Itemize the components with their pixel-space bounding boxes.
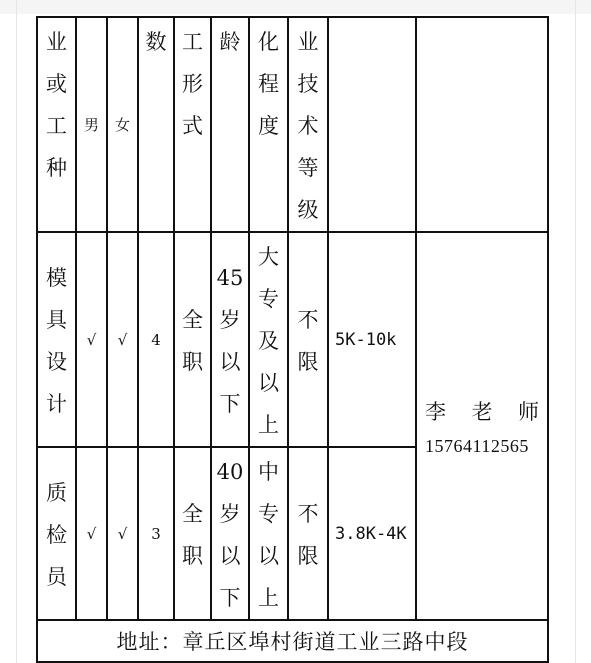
header-count: [138, 17, 174, 232]
form-char: 职: [182, 350, 203, 374]
form-char: 全: [182, 308, 203, 332]
age-part: 下: [219, 392, 241, 416]
salary-value: 3.8K-4K: [335, 523, 407, 544]
count-value: 4: [151, 330, 161, 349]
header-salary: [328, 17, 416, 232]
level-char: 限: [297, 544, 319, 568]
age-part: 以: [219, 350, 241, 374]
contact-name-char: 老: [471, 399, 493, 424]
male-check-cell: [76, 232, 107, 447]
contact-cell: [416, 232, 548, 620]
header-char: 度: [258, 114, 279, 138]
level-char: 不: [297, 308, 319, 332]
header-char: 程: [258, 72, 279, 96]
job-char: 模: [46, 266, 67, 290]
job-name-cell: [37, 232, 76, 447]
job-char: 检: [46, 523, 67, 547]
age-part: 40: [216, 460, 244, 484]
age-part: 45: [216, 266, 244, 290]
skill-level-cell: [288, 447, 328, 620]
footer-row: [37, 620, 548, 662]
age-cell: [211, 232, 249, 447]
header-char: 等: [297, 156, 319, 180]
checkmark: √: [86, 330, 97, 349]
header-male: [76, 17, 107, 232]
checkmark: √: [117, 330, 128, 349]
header-contact: [416, 17, 548, 232]
header-char: 或: [46, 72, 67, 96]
female-check-cell: [107, 447, 138, 620]
header-char: 式: [182, 114, 203, 138]
work-form-cell: [174, 447, 211, 620]
header-char: 形: [182, 72, 203, 96]
job-name-cell: [37, 447, 76, 620]
header-char: 工: [182, 30, 203, 54]
work-form-cell: [174, 232, 211, 447]
salary-value: 5K-10k: [335, 329, 397, 350]
contact-phone: 15764112565: [425, 435, 529, 456]
checkmark: √: [117, 524, 128, 543]
header-skill-level: [288, 17, 328, 232]
header-education: [249, 17, 288, 232]
edu-char: 以: [258, 544, 279, 568]
checkmark: √: [86, 524, 97, 543]
salary-cell: [328, 447, 416, 620]
age-cell: [211, 447, 249, 620]
count-cell: [138, 232, 174, 447]
table-row: [37, 232, 548, 447]
header-female-label: 女: [114, 116, 130, 134]
edu-char: 上: [258, 586, 279, 610]
header-char: 化: [258, 30, 279, 54]
form-char: 全: [182, 502, 203, 526]
age-part: 以: [219, 544, 241, 568]
header-char: 技: [297, 72, 319, 96]
edu-char: 上: [258, 413, 279, 437]
education-cell: [249, 447, 288, 620]
header-char: 业: [46, 30, 67, 54]
form-char: 职: [182, 544, 203, 568]
count-value: 3: [151, 524, 161, 543]
level-char: 不: [297, 502, 319, 526]
count-cell: [138, 447, 174, 620]
header-char: 龄: [219, 30, 241, 54]
header-char: 种: [46, 156, 67, 180]
header-age: [211, 17, 249, 232]
edu-char: 以: [258, 371, 279, 395]
address-text: 地址：章丘区埠村街道工业三路中段: [116, 630, 469, 654]
level-char: 限: [297, 350, 319, 374]
header-work-form: [174, 17, 211, 232]
header-row: [37, 17, 548, 232]
header-char: 级: [297, 198, 319, 222]
page-edge-right: [575, 0, 576, 663]
header-char: 工: [46, 114, 67, 138]
contact-name-char: 师: [518, 399, 539, 424]
header-char: 数: [145, 30, 167, 54]
age-part: 下: [219, 586, 241, 610]
job-char: 质: [46, 481, 67, 505]
age-part: 岁: [219, 308, 241, 332]
header-char: 业: [297, 30, 319, 54]
job-char: 计: [46, 392, 67, 416]
age-part: 岁: [219, 502, 241, 526]
header-female: [107, 17, 138, 232]
edu-char: 及: [258, 329, 279, 353]
recruitment-table: [36, 16, 549, 663]
address-cell: [37, 620, 548, 662]
education-cell: [249, 232, 288, 447]
header-job-type: [37, 17, 76, 232]
page-edge-left: [16, 0, 17, 663]
edu-char: 专: [258, 287, 279, 311]
contact-name-char: 李: [425, 399, 446, 424]
salary-cell: [328, 232, 416, 447]
contact-name: [417, 396, 547, 426]
edu-char: 专: [258, 502, 279, 526]
job-char: 设: [46, 350, 67, 374]
edu-char: 中: [258, 460, 279, 484]
male-check-cell: [76, 447, 107, 620]
female-check-cell: [107, 232, 138, 447]
header-male-label: 男: [83, 116, 99, 134]
skill-level-cell: [288, 232, 328, 447]
top-toolbar-strip: [0, 0, 591, 14]
job-char: 员: [46, 565, 67, 589]
header-char: 术: [297, 114, 319, 138]
edu-char: 大: [258, 245, 279, 269]
job-char: 具: [46, 308, 67, 332]
